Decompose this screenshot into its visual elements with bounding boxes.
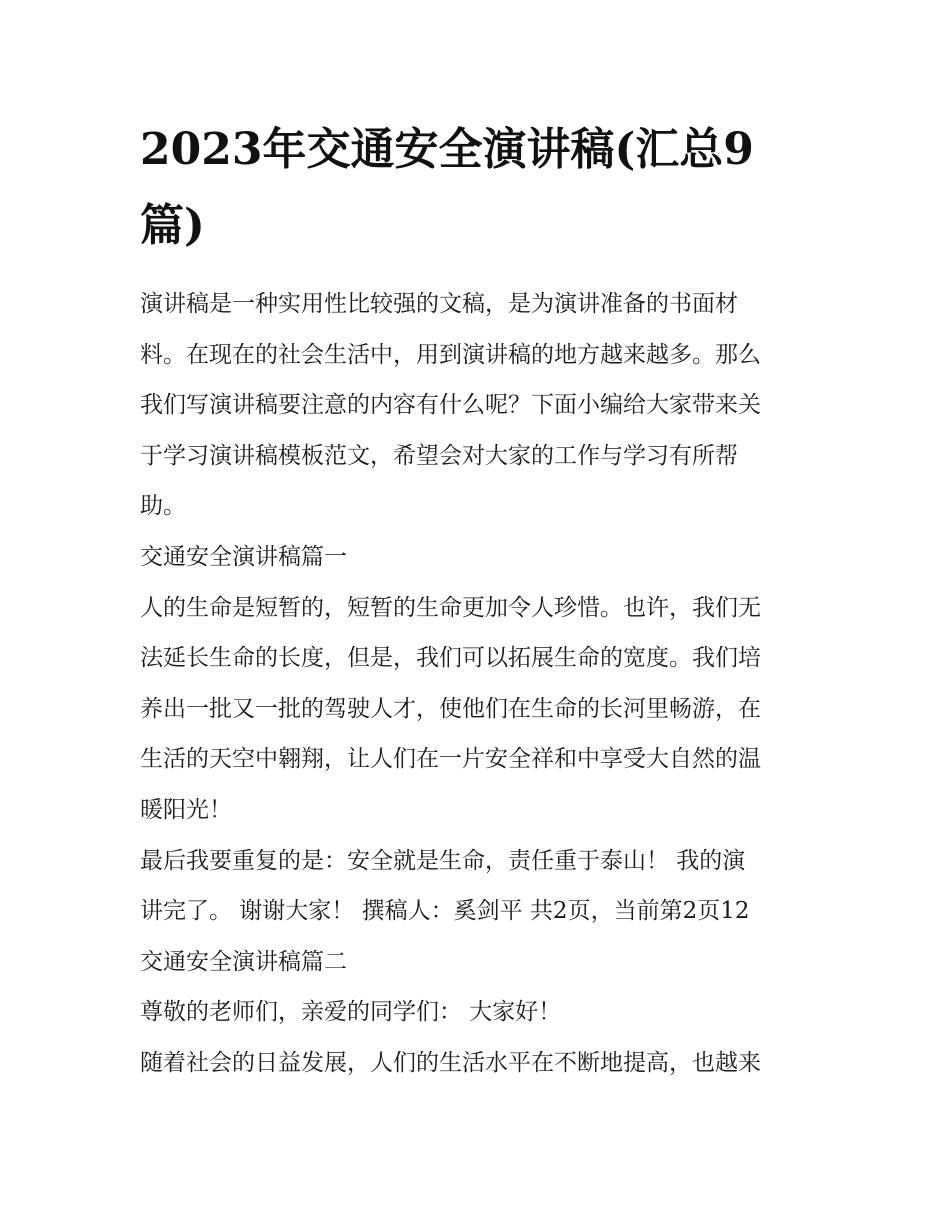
text-line: 养出一批又一批的驾驶人才，使他们在生命的长河里畅游，在 bbox=[140, 695, 761, 722]
title-line: 2023年交通安全演讲稿(汇总9 bbox=[140, 124, 754, 175]
text-line: 随着社会的日益发展，人们的生活水平在不断地提高，也越来 bbox=[140, 1049, 761, 1076]
section-heading bbox=[140, 937, 820, 988]
body-paragraph bbox=[140, 1038, 820, 1089]
text-line: 最后我要重复的是：安全就是生命，责任重于泰山！ 我的演 bbox=[140, 847, 746, 874]
text-line: 法延长生命的长度，但是，我们可以拓展生命的宽度。我们培 bbox=[140, 645, 761, 672]
intro-paragraph bbox=[140, 279, 820, 532]
text-line: 交通安全演讲稿篇一 bbox=[140, 543, 347, 570]
text-line: 暖阳光！ bbox=[140, 796, 232, 823]
text-line: 助。 bbox=[140, 493, 186, 520]
body-paragraph bbox=[140, 836, 820, 937]
title-line: 篇) bbox=[140, 200, 205, 251]
text-line: 尊敬的老师们，亲爱的同学们： 大家好！ bbox=[140, 999, 562, 1026]
body-paragraph bbox=[140, 583, 820, 836]
text-line: 我们写演讲稿要注意的内容有什么呢？下面小编给大家带来关 bbox=[140, 392, 761, 419]
text-line: 演讲稿是一种实用性比较强的文稿，是为演讲准备的书面材 bbox=[140, 291, 738, 317]
text-line: 料。在现在的社会生活中，用到演讲稿的地方越来越多。那么 bbox=[140, 341, 761, 368]
greeting-paragraph bbox=[140, 987, 820, 1038]
text-line: 讲完了。 谢谢大家！ 撰稿人：奚剑平 共2页，当前第2页12 bbox=[140, 898, 750, 925]
text-line: 人的生命是短暂的，短暂的生命更加令人珍惜。也许，我们无 bbox=[140, 594, 761, 621]
text-line: 于学习演讲稿模板范文，希望会对大家的工作与学习有所帮 bbox=[140, 442, 738, 469]
text-line: 生活的天空中翱翔，让人们在一片安全祥和中享受大自然的温 bbox=[140, 746, 761, 773]
document-body bbox=[140, 279, 820, 1089]
document-title bbox=[140, 112, 820, 264]
text-line: 交通安全演讲稿篇二 bbox=[140, 948, 347, 975]
section-heading bbox=[140, 532, 820, 583]
